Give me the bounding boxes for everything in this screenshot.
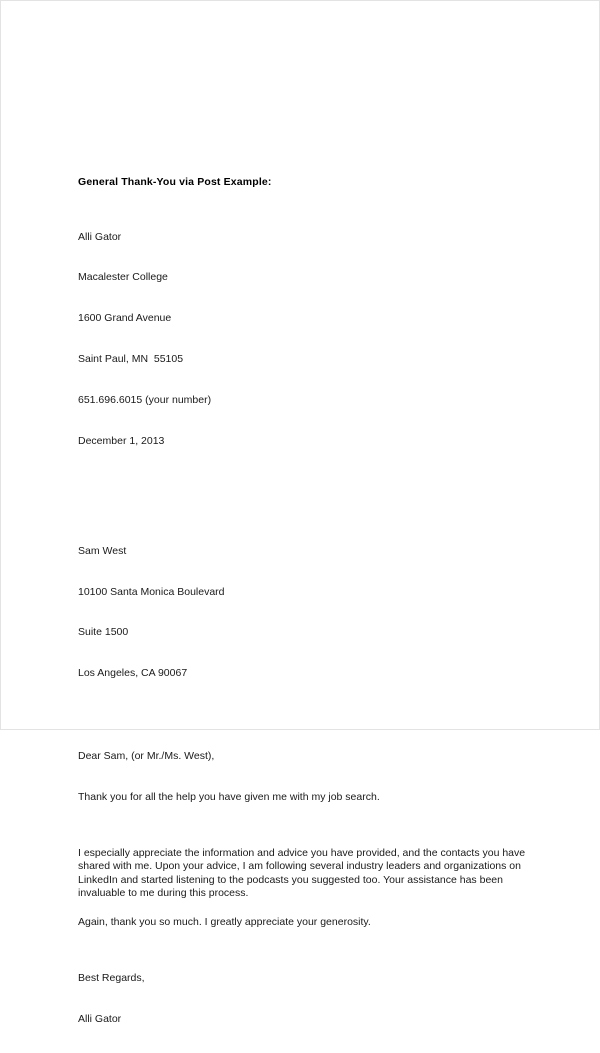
recipient-line: 10100 Santa Monica Boulevard [78, 585, 225, 598]
letter-body [78, 176, 528, 1053]
recipient-line: Sam West [78, 544, 127, 557]
sender-line: 1600 Grand Avenue [78, 312, 172, 325]
page-title: General Thank-You via Post Example: [78, 176, 272, 188]
signature-block [78, 945, 528, 1053]
signature-name: Alli Gator [78, 1012, 122, 1025]
sender-line: Saint Paul, MN 55105 [78, 353, 184, 366]
body-paragraph: I especially appreciate the information and advice you have provided, and the contacts you have shared with me. Upon your advice, I am following several industry leaders and organizations on LinkedIn and started listening to the podcasts you suggested too. Your assistance has been invaluable to me during this process. [78, 846, 526, 900]
recipient-line: Suite 1500 [78, 626, 129, 639]
sender-line: 651.696.6015 (your number) [78, 393, 212, 406]
sender-line: Alli Gator [78, 230, 122, 243]
recipient-line: Los Angeles, CA 90067 [78, 667, 188, 680]
sender-email: December 1, 2013 [78, 434, 165, 447]
sender-address-block [78, 204, 528, 503]
salutation-line: Dear Sam, (or Mr./Ms. West), [78, 750, 215, 763]
salutation-block [78, 723, 528, 832]
closing-paragraph: Again, thank you so much. I greatly appreciate your generosity. [78, 916, 371, 928]
sender-line: Macalester College [78, 271, 168, 284]
signoff-line: Best Regards, [78, 971, 145, 984]
opening-line: Thank you for all the help you have given me with my job search. [78, 790, 380, 803]
recipient-address-block [78, 518, 528, 708]
